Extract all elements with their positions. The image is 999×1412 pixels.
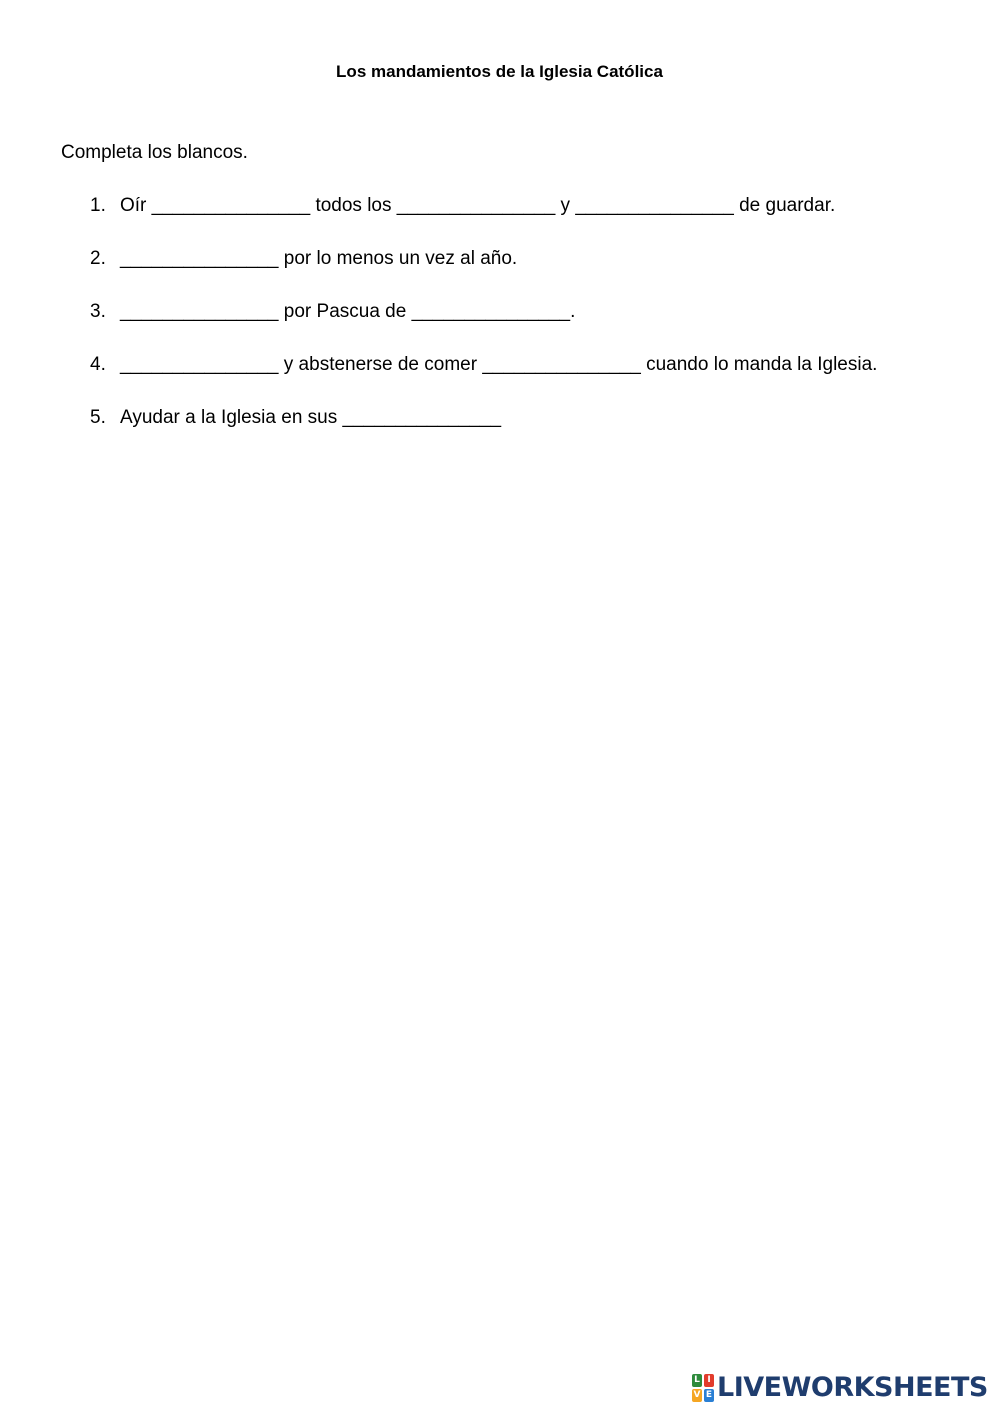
item-number: 4. <box>90 354 106 375</box>
item-number: 1. <box>90 195 106 216</box>
logo-mark-icon <box>692 1374 714 1402</box>
list-item <box>90 300 575 324</box>
page-title: Los mandamientos de la Iglesia Católica <box>336 62 663 81</box>
item-text: _______________ y abstenerse de comer _______________ cuando lo manda la Iglesia. <box>120 354 878 375</box>
logo-mark-i: I <box>704 1374 714 1387</box>
liveworksheets-logo <box>692 1372 988 1404</box>
item-text: _______________ por Pascua de _______________. <box>120 301 576 322</box>
logo-mark-l: L <box>692 1374 702 1387</box>
logo-mark-e: E <box>705 1390 713 1400</box>
logo-mark-v: V <box>693 1390 701 1400</box>
item-text: Oír _______________ todos los _______________ y _______________ de guardar. <box>120 195 836 216</box>
item-number: 3. <box>90 301 106 322</box>
list-item <box>90 194 835 218</box>
list-item <box>90 406 501 430</box>
list-item <box>90 353 877 377</box>
item-text: _______________ por lo menos un vez al año. <box>120 248 518 269</box>
instructions-text: Completa los blancos. <box>61 142 248 163</box>
list-item <box>90 247 517 271</box>
logo-text: LIVEWORKSHEETS <box>717 1372 988 1403</box>
item-number: 2. <box>90 248 106 269</box>
item-text: Ayudar a la Iglesia en sus _______________ <box>120 407 502 428</box>
item-number: 5. <box>90 407 106 428</box>
